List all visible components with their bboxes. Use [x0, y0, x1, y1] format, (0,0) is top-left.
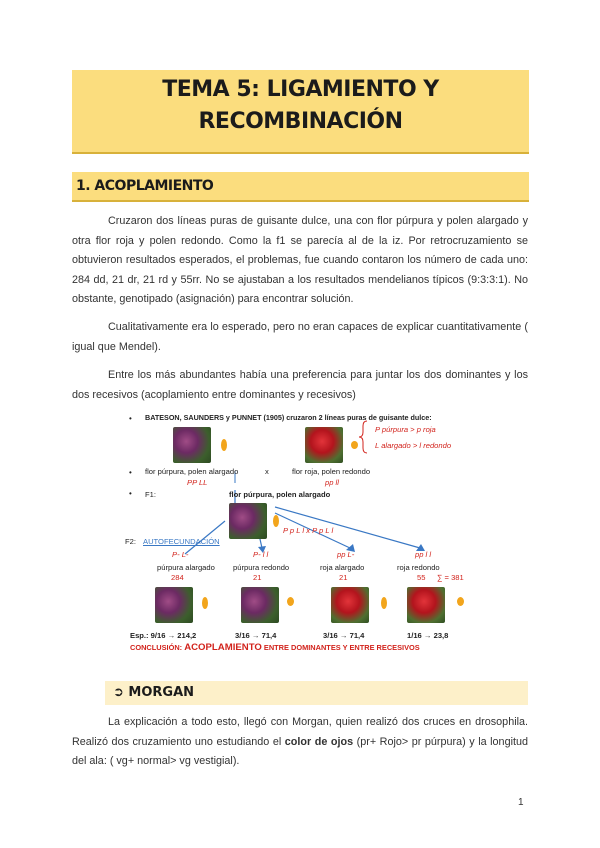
paragraph-1-text: Cruzaron dos líneas puras de guisante dulce, una con flor púrpura y polen alargado y otra flor roja y polen redondo. Como la f1 se parecía al de la iz. Por retrocruzamiento se obtuvieron resultados esperados, el problemas, fue cuando contaron los número de cada uno: 284 dd, 21 dr, 21 rd y 55rr. No se ajustaban a los resultados mendelianos típicos (9:3:3:1). No obstante, genotipado (asignación) para encontrar solución. — [72, 215, 528, 305]
class-2-genotype: P- l l — [253, 550, 269, 559]
pollen-long-icon — [221, 439, 227, 451]
class-2-expected: 3/16 → 71,4 — [235, 631, 277, 640]
f2-selfing-link[interactable]: AUTOFECUNDACIÓN — [143, 537, 220, 546]
class-1-genotype: P- L- — [172, 550, 189, 559]
parent-left-genotype: PP LL — [187, 478, 208, 487]
class-3-expected: 3/16 → 71,4 — [323, 631, 365, 640]
conclusion-key: ACOPLAMIENTO — [184, 642, 262, 653]
legend-brace — [359, 421, 367, 453]
paragraph-4-bold: color de ojos — [284, 735, 354, 748]
parent-right-genotype: pp ll — [325, 478, 339, 487]
pollen-class-3-icon — [381, 597, 387, 609]
pollen-round-icon — [351, 441, 358, 449]
flower-class-1 — [155, 587, 193, 623]
pollen-class-2-icon — [287, 597, 294, 606]
paragraph-4 — [72, 713, 528, 772]
title-line-1: TEMA 5: LIGAMIENTO Y — [162, 77, 439, 102]
morgan-title: ➲ MORGAN — [113, 685, 195, 700]
class-1-count: 284 — [171, 573, 184, 582]
bullet-1-text: BATESON, SAUNDERS y PUNNET (1905) cruzaron 2 líneas puras de guisante dulce: — [145, 413, 432, 422]
paragraph-4-text-a: La explicación a todo esto, llegó con Morgan, quien realizó dos cruces en drosophila. Realizó dos cruzamiento uno estudiando el — [72, 716, 528, 748]
class-4-phenotype: roja redondo — [397, 563, 440, 572]
bullet-1: • — [129, 414, 132, 423]
paragraph-2-text: Cualitativamente era lo esperado, pero no eran capaces de explicar cuantitativamente ( igual que Mendel). — [72, 321, 528, 353]
f1-cross: P p L l x P p L l — [283, 526, 334, 535]
class-3-genotype: pp L- — [337, 550, 355, 559]
page-title — [72, 74, 529, 138]
conclusion — [130, 643, 420, 653]
page-number: 1 — [518, 797, 524, 808]
parent-right-label: flor roja, polen redondo — [292, 467, 371, 476]
paragraph-3-text: Entre los más abundantes había una preferencia para juntar los dos dominantes y los dos recesivos (acoplamiento entre dominantes y recesivos) — [72, 369, 528, 401]
f1-phenotype: flor púrpura, polen alargado — [229, 490, 331, 499]
paragraph-1 — [72, 212, 528, 310]
title-line-2: RECOMBINACIÓN — [198, 109, 403, 134]
bullet-3: • — [129, 489, 132, 498]
flower-parent-purple — [173, 427, 211, 463]
section-title: 1. ACOPLAMIENTO — [76, 178, 214, 194]
paragraph-4-text-b: (pr+ Rojo> pr púrpura) y la longitud del ala: ( vg+ normal> vg vestigial). — [72, 735, 528, 767]
paragraph-2 — [72, 318, 528, 357]
conclusion-rest: ENTRE DOMINANTES Y ENTRE RECESIVOS — [261, 643, 420, 652]
f1-label: F1: — [145, 490, 156, 499]
pollen-class-4-icon — [457, 597, 464, 606]
class-sum: ∑ = 381 — [437, 573, 464, 582]
bullet-2: • — [129, 468, 132, 477]
paragraph-3 — [72, 366, 528, 405]
pollen-f1-icon — [273, 515, 279, 527]
class-4-count: 55 — [417, 573, 426, 582]
flower-class-2 — [241, 587, 279, 623]
flower-parent-red — [305, 427, 343, 463]
legend-line-2: L alargado > l redondo — [375, 441, 452, 450]
cross-diagram — [125, 405, 485, 655]
class-4-genotype: pp l l — [415, 550, 432, 559]
class-3-count: 21 — [339, 573, 348, 582]
pollen-class-1-icon — [202, 597, 208, 609]
legend-line-1: P púrpura > p roja — [375, 425, 436, 434]
flower-class-4 — [407, 587, 445, 623]
class-2-count: 21 — [253, 573, 262, 582]
class-1-phenotype: púrpura alargado — [157, 563, 215, 572]
class-4-expected: 1/16 → 23,8 — [407, 631, 449, 640]
parent-left-label: flor púrpura, polen alargado — [145, 467, 239, 476]
flower-f1 — [229, 503, 267, 539]
class-1-expected: Esp.: 9/16 → 214,2 — [130, 631, 197, 640]
class-2-phenotype: púrpura redondo — [233, 563, 290, 572]
cross-symbol: x — [265, 467, 269, 476]
conclusion-prefix: CONCLUSIÓN: — [130, 643, 185, 652]
f2-label: F2: — [125, 537, 136, 546]
class-3-phenotype: roja alargado — [320, 563, 365, 572]
flower-class-3 — [331, 587, 369, 623]
